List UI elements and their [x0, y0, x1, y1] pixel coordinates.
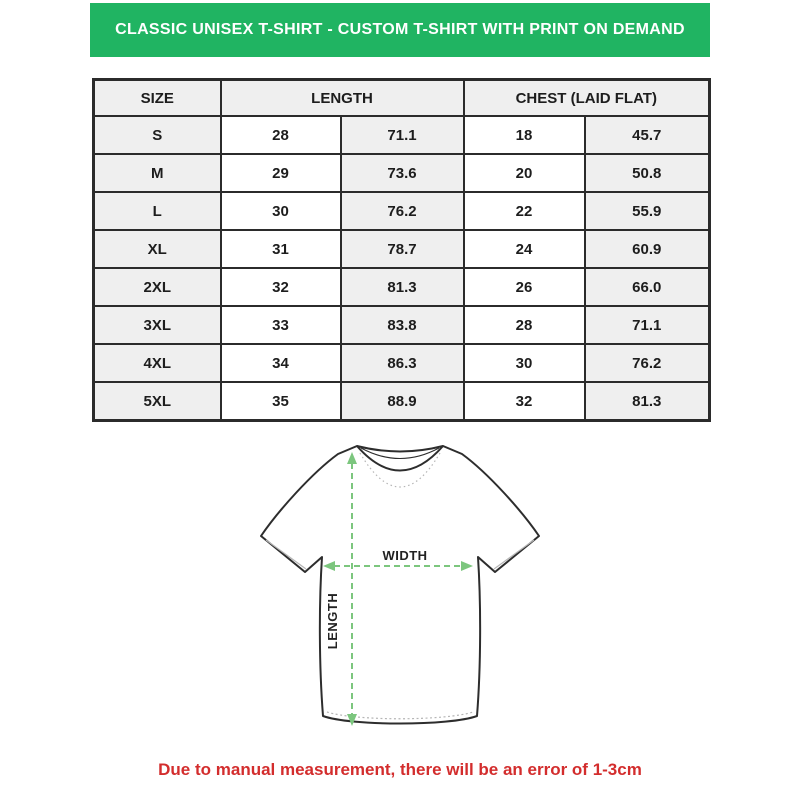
chest-in-cell: 24 — [464, 230, 585, 268]
measurement-note — [0, 760, 800, 780]
chest-cm-cell: 45.7 — [585, 116, 710, 154]
chest-in-cell: 18 — [464, 116, 585, 154]
table-row-5xl — [94, 382, 710, 421]
table-row-2xl — [94, 268, 710, 306]
length-cm-cell: 73.6 — [341, 154, 464, 192]
size-cell: XL — [94, 230, 221, 268]
chest-cm-cell: 50.8 — [585, 154, 710, 192]
length-in-cell: 35 — [221, 382, 341, 421]
size-cell: 5XL — [94, 382, 221, 421]
col-header-size: SIZE — [94, 80, 221, 117]
col-header-chest: CHEST (LAID FLAT) — [464, 80, 710, 117]
length-in-cell: 29 — [221, 154, 341, 192]
size-table — [92, 78, 711, 422]
table-row-s — [94, 116, 710, 154]
length-in-cell: 33 — [221, 306, 341, 344]
chest-cm-cell: 71.1 — [585, 306, 710, 344]
table-row-l — [94, 192, 710, 230]
chest-in-cell: 28 — [464, 306, 585, 344]
length-in-cell: 32 — [221, 268, 341, 306]
page-title: CLASSIC UNISEX T-SHIRT - CUSTOM T-SHIRT WITH PRINT ON DEMAND — [115, 21, 685, 38]
length-cm-cell: 83.8 — [341, 306, 464, 344]
length-in-cell: 30 — [221, 192, 341, 230]
size-cell: M — [94, 154, 221, 192]
size-cell: S — [94, 116, 221, 154]
measurement-note-text: Due to manual measurement, there will be an error of 1-3cm — [158, 760, 642, 779]
chest-cm-cell: 66.0 — [585, 268, 710, 306]
header-banner — [90, 3, 710, 57]
chest-in-cell: 30 — [464, 344, 585, 382]
length-cm-cell: 71.1 — [341, 116, 464, 154]
length-cm-cell: 78.7 — [341, 230, 464, 268]
width-label: WIDTH — [382, 548, 428, 563]
table-row-m — [94, 154, 710, 192]
tshirt-measurement-diagram — [240, 433, 560, 753]
table-row-3xl — [94, 306, 710, 344]
chest-cm-cell: 60.9 — [585, 230, 710, 268]
length-cm-cell: 81.3 — [341, 268, 464, 306]
size-cell: 2XL — [94, 268, 221, 306]
length-in-cell: 34 — [221, 344, 341, 382]
size-cell: L — [94, 192, 221, 230]
chest-cm-cell: 55.9 — [585, 192, 710, 230]
chest-in-cell: 20 — [464, 154, 585, 192]
table-header-row — [94, 80, 710, 117]
length-in-cell: 28 — [221, 116, 341, 154]
table-row-xl — [94, 230, 710, 268]
chest-cm-cell: 81.3 — [585, 382, 710, 421]
length-cm-cell: 76.2 — [341, 192, 464, 230]
length-in-cell: 31 — [221, 230, 341, 268]
chest-cm-cell: 76.2 — [585, 344, 710, 382]
length-cm-cell: 88.9 — [341, 382, 464, 421]
chest-in-cell: 32 — [464, 382, 585, 421]
size-cell: 3XL — [94, 306, 221, 344]
table-row-4xl — [94, 344, 710, 382]
chest-in-cell: 26 — [464, 268, 585, 306]
length-label: LENGTH — [325, 592, 340, 650]
tshirt-outline — [261, 446, 539, 724]
size-cell: 4XL — [94, 344, 221, 382]
chest-in-cell: 22 — [464, 192, 585, 230]
length-cm-cell: 86.3 — [341, 344, 464, 382]
col-header-length: LENGTH — [221, 80, 464, 117]
